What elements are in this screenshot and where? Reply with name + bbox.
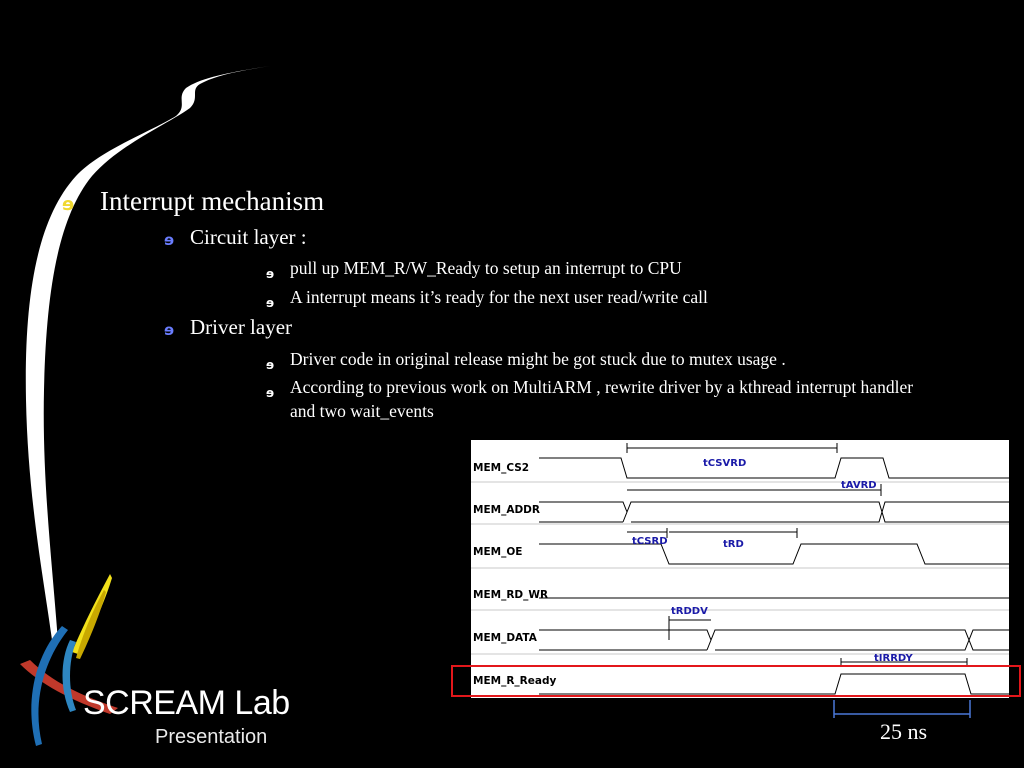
timing-label-tcsrd: tCSRD	[632, 536, 668, 547]
bullet-marker: ɘ	[266, 386, 275, 400]
logo-subtitle: Presentation	[155, 726, 268, 748]
signal-label-mem-r-ready: MEM_R_Ready	[473, 675, 557, 687]
logo	[83, 684, 290, 748]
signal-label-mem-rd-wr: MEM_RD_WR	[473, 589, 549, 601]
duration-label: 25 ns	[880, 719, 928, 744]
signal-label-mem-cs2: MEM_CS2	[473, 462, 530, 474]
bullet-driver-item: ɘ Driver code in original release might be got stuck due to mutex usage .	[266, 347, 946, 377]
timing-label-tavrd: tAVRD	[841, 480, 877, 491]
bullet-circuit-item: ɘ pull up MEM_R/W_Ready to setup an interrupt to CPU	[266, 256, 946, 286]
timing-label-tcsvrd: tCSVRD	[703, 458, 747, 469]
signal-label-mem-oe: MEM_OE	[473, 546, 523, 558]
bullet-circuit-layer: ɘ Circuit layer :	[164, 225, 307, 249]
bullet-marker: ɘ	[266, 296, 275, 310]
bullet-interrupt-mechanism: ɘ Interrupt mechanism	[62, 186, 325, 216]
bullet-circuit-item: ɘ A interrupt means it’s ready for the next user read/write call	[266, 285, 946, 315]
bullet-driver-layer: ɘ Driver layer	[164, 315, 293, 339]
bullet-marker: ɘ	[164, 231, 175, 249]
bullet-marker: ɘ	[266, 267, 275, 281]
bullet-marker: ɘ	[266, 358, 275, 372]
logo-name: SCREAM Lab	[83, 684, 290, 722]
bullet-driver-item: ɘ According to previous work on MultiARM , rewrite driver by a kthread interrupt handler and two wait_events	[266, 377, 914, 421]
bullet-marker: ɘ	[164, 321, 175, 339]
bullet-marker: ɘ	[62, 194, 75, 215]
timing-label-trddv: tRDDV	[671, 606, 708, 617]
timing-label-tirrdy: tIRRDY	[874, 653, 913, 664]
timing-label-trd: tRD	[723, 539, 744, 550]
signal-label-mem-addr: MEM_ADDR	[473, 504, 540, 516]
signal-label-mem-data: MEM_DATA	[473, 632, 537, 644]
